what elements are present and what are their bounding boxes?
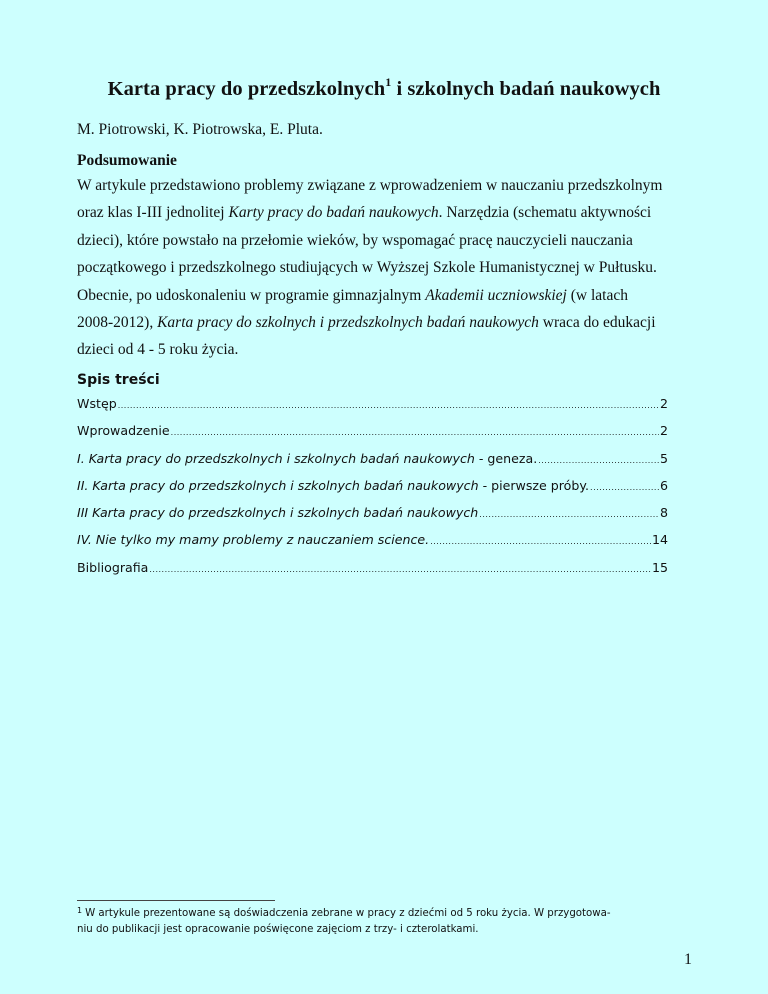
toc-entry-label: [77, 396, 117, 411]
toc-entry-label: [77, 532, 429, 547]
toc-entry-title: IV. Nie tylko my mamy problemy z nauczaniem science.: [77, 532, 430, 548]
abstract-italic-text: Karty pracy do badań naukowych: [228, 204, 439, 222]
toc-entry-suffix: - geneza.: [474, 450, 538, 466]
document-title: [0, 75, 768, 101]
toc-dot-leader: [538, 456, 659, 465]
footnote: [77, 906, 677, 938]
toc-entry-label: [77, 560, 148, 575]
toc-entry-suffix: - pierwsze próby.: [478, 477, 590, 493]
toc-entry-page: 5: [659, 450, 668, 466]
toc-entry-label: [77, 423, 170, 438]
title-part-2: i szkolnych badań naukowych: [391, 78, 661, 100]
toc-dot-leader: [149, 565, 651, 574]
title-footnote-ref[interactable]: 1: [385, 75, 392, 89]
toc-dot-leader: [118, 401, 659, 410]
toc-dot-leader: [590, 483, 659, 492]
toc-entry-page: 8: [659, 505, 668, 521]
toc-entry-label: [77, 505, 478, 520]
toc-entry[interactable]: [77, 451, 668, 478]
abstract-text: dzieci od 4 - 5 roku życia.: [77, 341, 239, 359]
page-number: 1: [684, 951, 692, 968]
toc-entry[interactable]: [77, 532, 668, 559]
abstract-italic-text: Akademii uczniowskiej: [425, 286, 567, 304]
toc-entry-page: 2: [659, 423, 668, 439]
toc-dot-leader: [479, 510, 659, 519]
toc-dot-leader: [171, 428, 659, 437]
toc-entry[interactable]: [77, 478, 668, 505]
footnote-line-1: [77, 906, 677, 922]
abstract-line: [77, 309, 697, 336]
toc-entry[interactable]: [77, 396, 668, 423]
footnote-text-1: W artykule prezentowane są doświadczenia zebrane w pracy z dziećmi od 5 roku życia. W przygotowa-: [85, 908, 611, 919]
abstract-text: . Narzędzia (schematu aktywności: [438, 204, 652, 222]
abstract-heading: Podsumowanie: [77, 152, 177, 169]
toc-entry-label: [77, 478, 589, 493]
toc-entry-title: Bibliografia: [77, 559, 149, 575]
abstract-body: [77, 172, 697, 364]
toc-entry-title: III Karta pracy do przedszkolnych i szkolnych badań naukowych: [77, 505, 479, 521]
title-part-1: Karta pracy do przedszkolnych: [107, 78, 386, 100]
toc-entry[interactable]: [77, 560, 668, 587]
footnote-marker: 1: [77, 906, 83, 915]
abstract-line: [77, 282, 697, 309]
abstract-line: [77, 172, 697, 199]
table-of-contents: [77, 396, 668, 587]
toc-entry-page: 15: [651, 559, 668, 575]
abstract-text: oraz klas I-III jednolitej: [77, 204, 229, 222]
toc-heading: Spis treści: [77, 372, 160, 388]
toc-entry-page: 14: [651, 532, 668, 548]
abstract-line: [77, 336, 697, 363]
toc-entry-page: 6: [659, 477, 668, 493]
abstract-line: [77, 254, 697, 281]
abstract-text: 2008-2012),: [77, 314, 158, 332]
abstract-text: (w latach: [566, 286, 628, 304]
abstract-text: początkowego i przedszkolnego studiujących w Wyższej Szkole Humanistycznej w Pułtusku.: [77, 259, 657, 277]
abstract-line: [77, 227, 697, 254]
toc-dot-leader: [430, 537, 651, 546]
abstract-text: W artykule przedstawiono problemy związane z wprowadzeniem w nauczaniu przedszkolnym: [77, 177, 663, 194]
toc-entry[interactable]: [77, 423, 668, 450]
toc-entry-title: Wstęp: [77, 396, 117, 411]
abstract-text: Obecnie, po udoskonaleniu w programie gimnazjalnym: [77, 286, 426, 304]
toc-entry-title: II. Karta pracy do przedszkolnych i szkolnych badań naukowych: [77, 477, 479, 493]
footnote-line-2: niu do publikacji jest opracowanie poświęcone zajęciom z trzy- i czterolatkami.: [77, 924, 479, 935]
toc-entry-title: Wprowadzenie: [77, 423, 170, 439]
authors: M. Piotrowski, K. Piotrowska, E. Pluta.: [77, 121, 323, 138]
toc-entry-label: [77, 451, 537, 466]
footnote-divider: [77, 900, 275, 901]
abstract-text: wraca do edukacji: [538, 314, 656, 332]
abstract-text: dzieci), które powstało na przełomie wieków, by wspomagać pracę nauczycieli nauczania: [77, 231, 633, 249]
abstract-line: [77, 199, 697, 226]
toc-entry[interactable]: [77, 505, 668, 532]
abstract-italic-text: Karta pracy do szkolnych i przedszkolnych badań naukowych: [157, 314, 539, 332]
toc-entry-title: I. Karta pracy do przedszkolnych i szkolnych badań naukowych: [77, 450, 475, 466]
toc-entry-page: 2: [659, 396, 668, 411]
